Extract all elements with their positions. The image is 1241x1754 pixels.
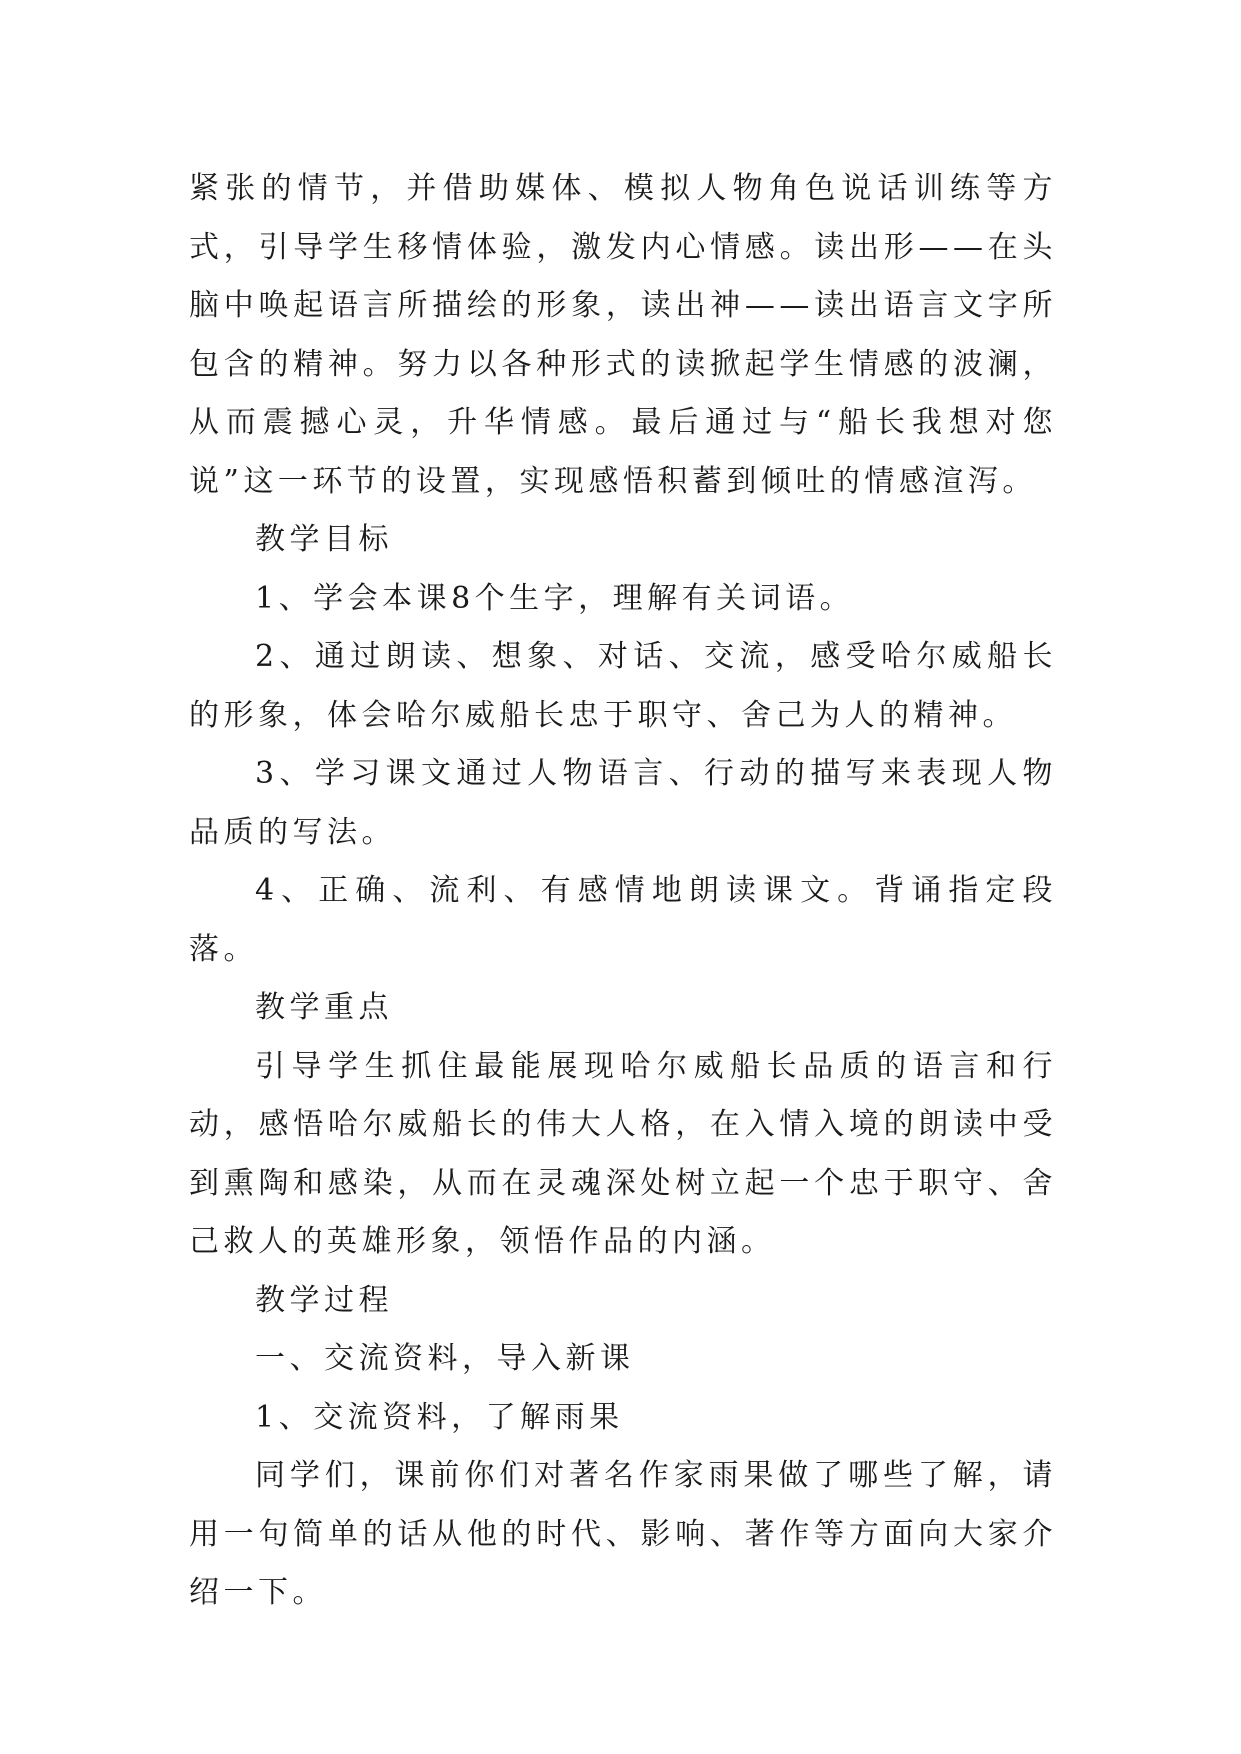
heading-teaching-focus: 教学重点 xyxy=(255,990,393,1025)
goal-item-1: 1、学会本课8个生字，理解有关词语。 xyxy=(255,580,855,616)
heading-teaching-process: 教学过程 xyxy=(255,1282,393,1318)
subsection-heading-1: 1、交流资料，了解雨果 xyxy=(255,1399,624,1435)
document-body xyxy=(189,160,1057,1623)
paragraph-teaching-focus: 引导学生抓住最能展现哈尔威船长品质的语言和行动，感悟哈尔威船长的伟大人格，在入情入境的朗读中受到熏陶和感染，从而在灵魂深处树立起一个忠于职守、舍己救人的英雄形象，领悟作品的内涵。 xyxy=(189,1048,1057,1259)
paragraph-introduce-author: 同学们，课前你们对著名作家雨果做了哪些了解，请用一句简单的话从他的时代、影响、著作等方面向大家介绍一下。 xyxy=(189,1458,1057,1610)
section-heading-1: 一、交流资料，导入新课 xyxy=(255,1341,635,1376)
paragraph-intro-continued: 紧张的情节，并借助媒体、模拟人物角色说话训练等方式，引导学生移情体验，激发内心情感。读出形——在头脑中唤起语言所描绘的形象，读出神——读出语言文字所包含的精神。努力以各种形式的读掀起学生情感的波澜，从而震撼心灵，升华情感。最后通过与“船长我想对您说”这一环节的设置，实现感悟积蓄到倾吐的情感渲泻。 xyxy=(189,171,1057,499)
goal-item-4: 4、正确、流利、有感情地朗读课文。背诵指定段落。 xyxy=(189,873,1057,967)
heading-teaching-goals: 教学目标 xyxy=(255,522,393,557)
goal-item-2: 2、通过朗读、想象、对话、交流，感受哈尔威船长的形象，体会哈尔威船长忠于职守、舍己为人的精神。 xyxy=(189,639,1057,733)
goal-item-3: 3、学习课文通过人物语言、行动的描写来表现人物品质的写法。 xyxy=(189,756,1057,850)
